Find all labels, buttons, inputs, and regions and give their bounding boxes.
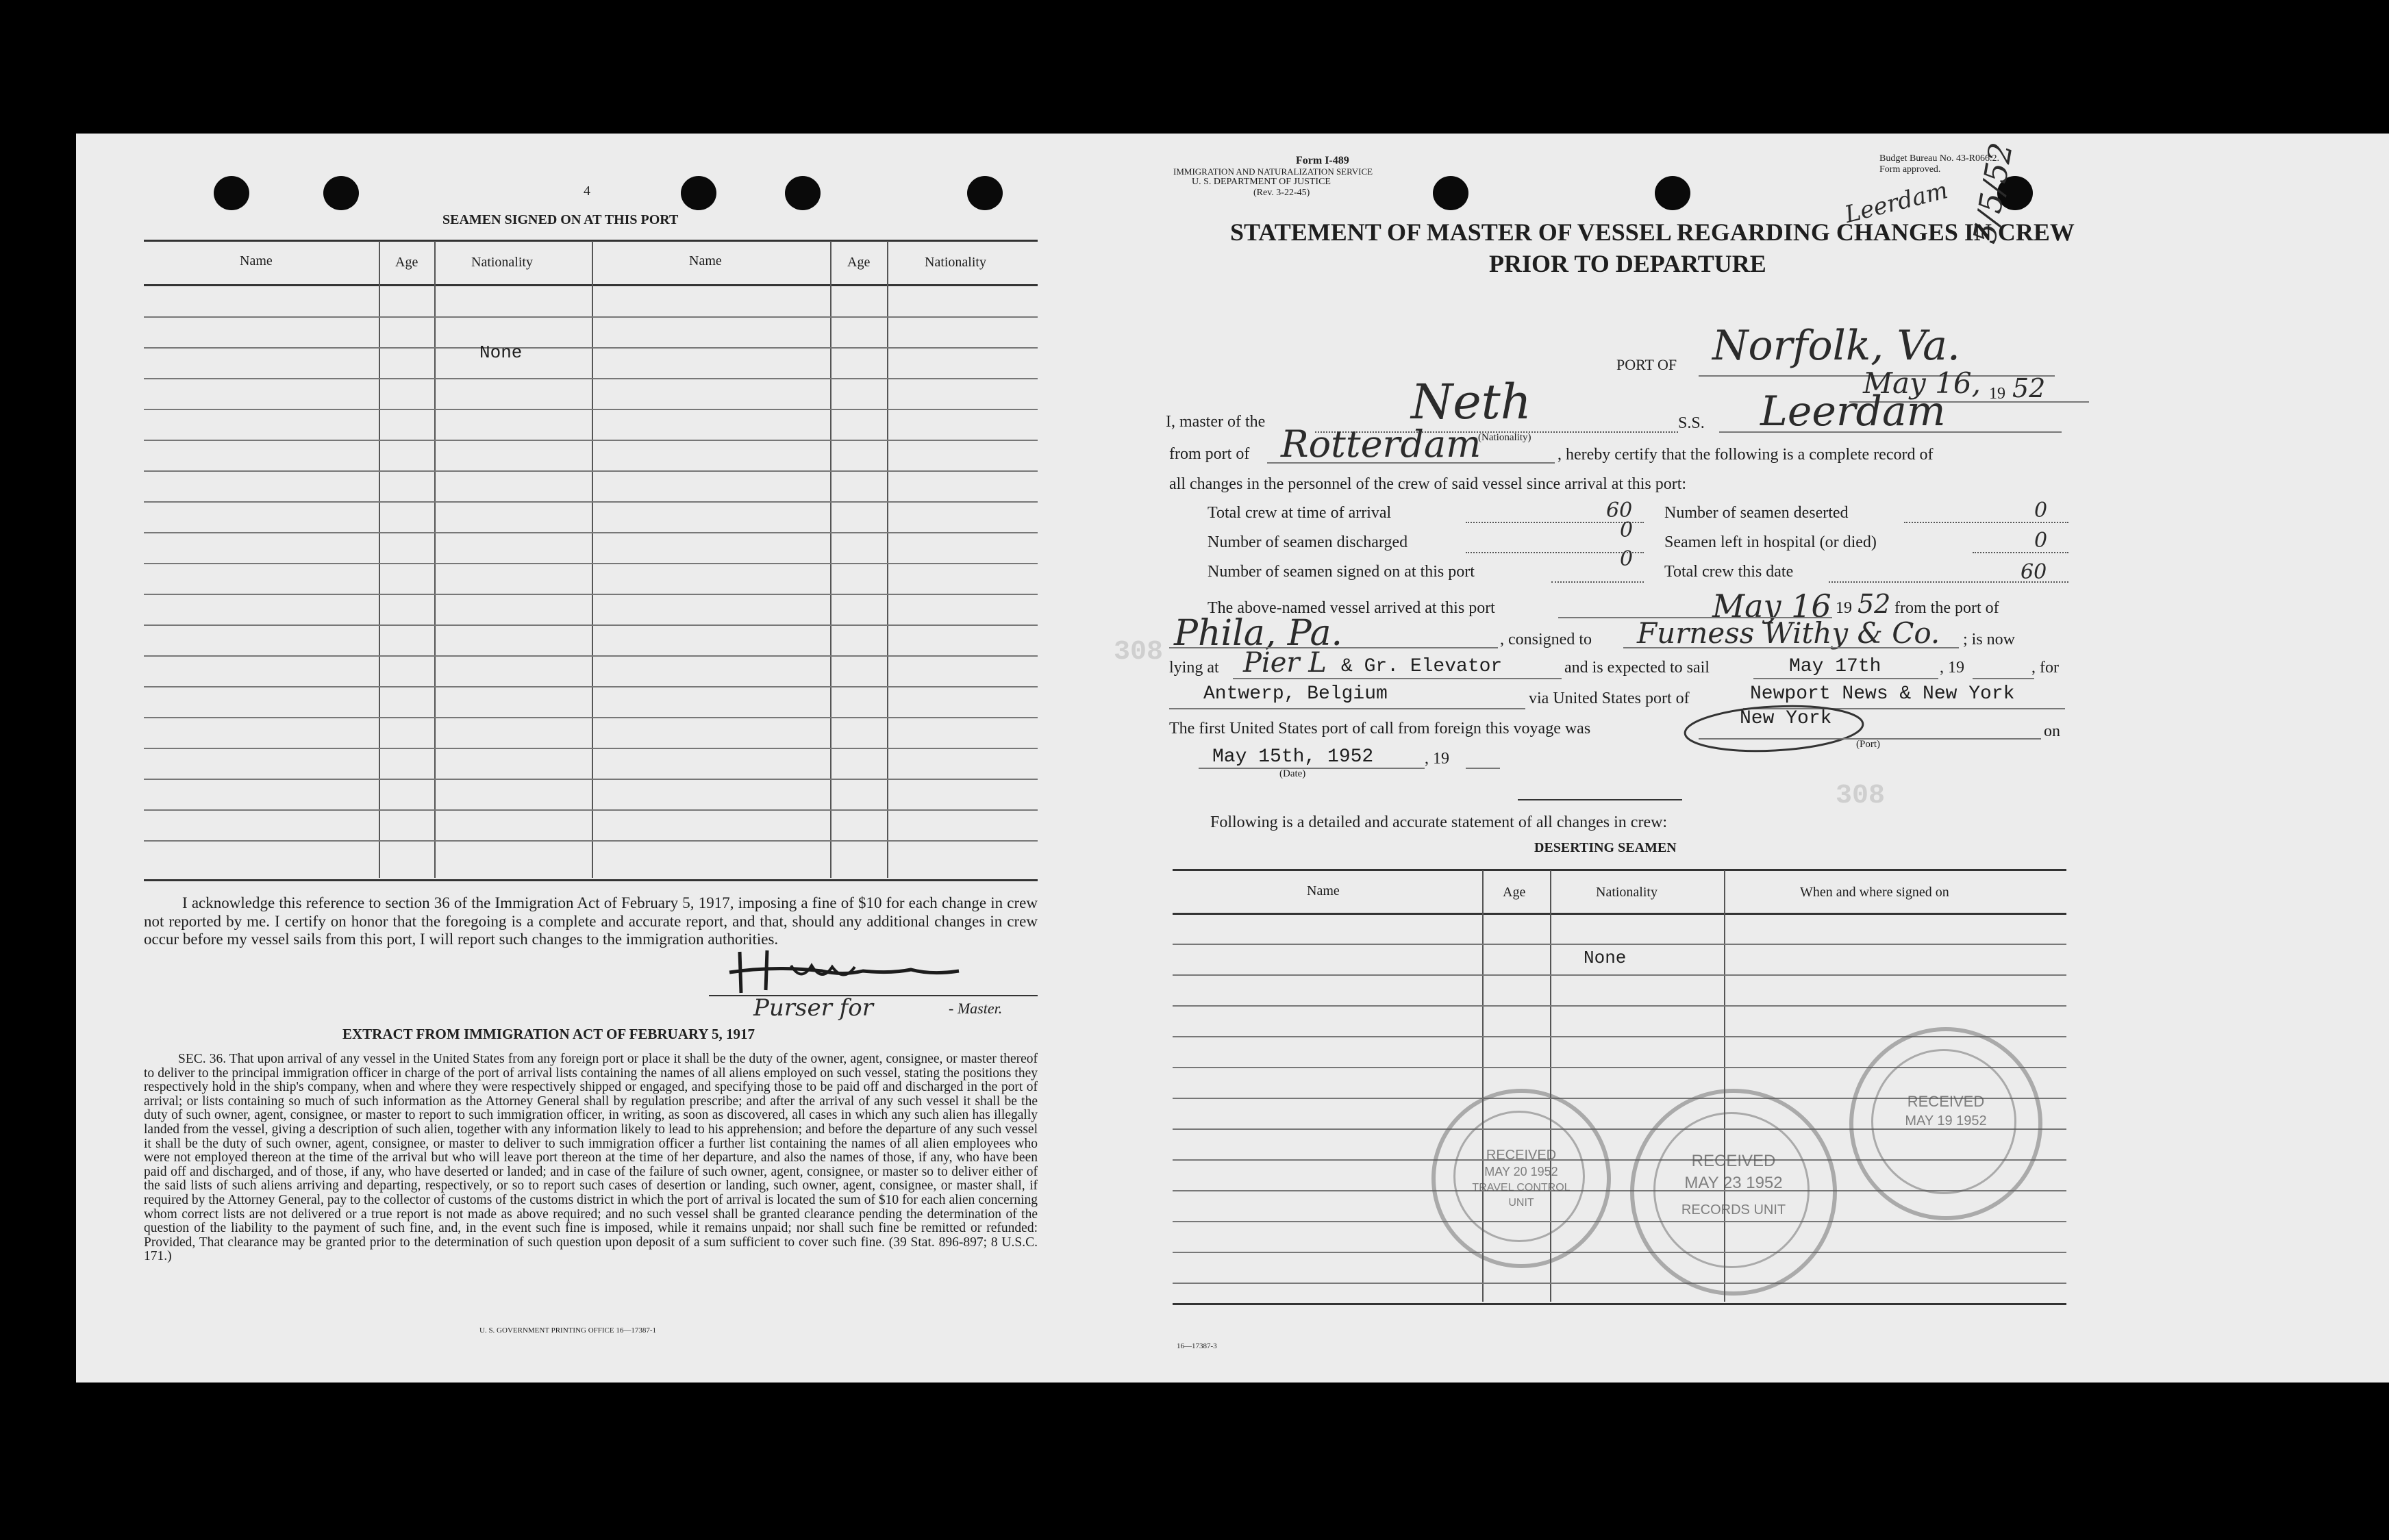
binder-hole [785, 176, 821, 210]
stat-label: Seamen left in hospital (or died) [1664, 533, 1877, 551]
date-suffix: , 19 [1425, 750, 1449, 768]
table-row-rule [144, 316, 1038, 318]
lying-at-hand: Pier L [1243, 647, 1327, 679]
section-divider [1518, 799, 1682, 800]
lying-at-typed: & Gr. Elevator [1341, 656, 1503, 677]
table-row-rule [1173, 944, 2066, 945]
table-top-rule [144, 240, 1038, 242]
stamp-text: RECEIVED [1907, 1093, 1985, 1110]
table-row-rule [144, 440, 1038, 441]
printer-imprint: 16—17387-3 [1177, 1342, 1217, 1350]
received-stamp [1630, 1089, 1837, 1296]
margin-note-date: 5/5/52 [1966, 140, 2020, 247]
column-header: When and where signed on [1800, 885, 1949, 900]
stamp-text: UNIT [1508, 1197, 1534, 1209]
table-row-rule [144, 470, 1038, 472]
table-entry: None [1584, 948, 1627, 968]
deserting-title: DESERTING SEAMEN [1534, 840, 1677, 855]
table-row-rule [144, 809, 1038, 811]
year-prefix: 19 [1989, 385, 2005, 403]
arrived-year-suffix: 52 [1858, 589, 1891, 619]
stamp-text: RECEIVED [1691, 1152, 1776, 1170]
binder-hole [214, 176, 249, 210]
table-bottom-rule [144, 879, 1038, 881]
for-text: , for [2031, 659, 2059, 677]
table-row-rule [144, 840, 1038, 842]
column-divider [592, 241, 593, 878]
form-id: Form I-489 [1296, 155, 1349, 166]
stat-value: 0 [2034, 498, 2048, 522]
date-caption: (Date) [1279, 768, 1306, 779]
lying-at-text: lying at [1169, 659, 1219, 677]
via-ports: Newport News & New York [1750, 683, 2015, 705]
column-header: Name [240, 253, 273, 268]
column-header: Age [1503, 885, 1526, 900]
ship-name: Leerdam [1760, 388, 1946, 436]
arrived-text: The above-named vessel arrived at this port [1208, 599, 1495, 617]
received-stamp [1849, 1027, 2042, 1220]
stamp-text: MAY 20 1952 [1484, 1165, 1558, 1178]
faint-mark: 308 [1114, 637, 1164, 668]
stat-value: 60 [1606, 498, 1633, 522]
on-text: on [2044, 722, 2060, 740]
stat-leader [1973, 552, 2068, 553]
table-row-rule [144, 717, 1038, 718]
form-revision: (Rev. 3-22-45) [1253, 188, 1310, 198]
table-row-rule [144, 563, 1038, 564]
stat-value: 60 [2021, 560, 2047, 584]
ss-label: S.S. [1678, 414, 1705, 432]
expected-text: and is expected to sail [1564, 659, 1710, 677]
first-port-value: New York [1740, 708, 1832, 729]
agency-line-1: IMMIGRATION AND NATURALIZATION SERVICE [1173, 166, 1373, 177]
port-label: PORT OF [1616, 356, 1677, 373]
table-row-rule [144, 378, 1038, 379]
budget-bureau: Budget Bureau No. 43-R066.2. [1879, 153, 1999, 164]
column-divider [887, 241, 888, 878]
seamen-signed-on-title: SEAMEN SIGNED ON AT THIS PORT [442, 212, 679, 227]
stamp-text: RECEIVED [1486, 1148, 1557, 1163]
binder-hole [323, 176, 359, 210]
table-row-rule [144, 532, 1038, 533]
certify-text-2: all changes in the personnel of the crew of said vessel since arrival at this port: [1169, 475, 1687, 493]
column-divider [830, 241, 831, 878]
consignee: Furness Withy & Co. [1637, 616, 1940, 650]
certify-text-1: , hereby certify that the following is a complete record of [1558, 446, 1934, 464]
stamp-text: TRAVEL CONTROL [1472, 1182, 1571, 1194]
table-row-rule [1173, 1283, 2066, 1284]
table-row-rule [144, 347, 1038, 349]
table-row-rule [144, 748, 1038, 749]
first-port-date-rule [1199, 768, 1425, 769]
binder-hole [967, 176, 1003, 210]
consignee-rule [1623, 647, 1959, 648]
stat-leader [1466, 552, 1644, 553]
is-now-text: ; is now [1963, 631, 2016, 648]
table-header-rule [1173, 913, 2066, 915]
binder-hole [1433, 176, 1468, 210]
column-header: Age [847, 255, 871, 270]
table-row-rule [1173, 1252, 2066, 1253]
from-port-of-value: Phila, Pa. [1174, 613, 1342, 654]
date-suffix-rule [1466, 768, 1500, 769]
stat-value: 0 [1620, 547, 1634, 571]
extract-title: EXTRACT FROM IMMIGRATION ACT OF FEBRUARY 5, 1917 [342, 1026, 755, 1042]
table-row-rule [144, 594, 1038, 595]
following-text: Following is a detailed and accurate statement of all changes in crew: [1210, 813, 1668, 831]
binder-hole [681, 176, 716, 210]
extract-body: SEC. 36. That upon arrival of any vessel in the United States from any foreign port or place it shall be the duty of the owner, agent, consignee, or master thereof to deliver to the principal immigration officer in charge of the port of arrival lists containing the names of all aliens employed on such vessel, stating the positions they respectively hold in the ship's company, when and where they were respectively shipped or engaged, and specifying those to be paid off and discharged in the port of arrival; or lists containing so much of such information as the Attorney General shall by regulation prescribe; and after the arrival of any such vessel it shall be the duty of such owner, agent, consignee, or master to report to such immigration officer, in writing, as soon as discovered, all cases in which any such alien has illegally landed from the vessel, giving a description of such alien, together with any information likely to lead to his apprehension; and before the departure of any such vessel it shall be the duty of such owner, agent, consignee, or master to deliver to such immigration officer a further list containing the names of all alien employees who were not employed thereon at the time of the arrival but who will leave port thereon at the time of her departure, and also the names of those, if any, who have been paid off and discharged, and of those, if any, who have deserted or landed; and in case of the failure of such owner, agent, consignee, or master so to deliver either of the said lists of such aliens arriving and departing, respectively, or so to report such cases of desertion or landing, such owner, agent, consignee, or master shall, if required by the Attorney General, pay to the collector of customs of the customs district in which the port of arrival is located the sum of $10 for each alien concerning whom correct lists are not delivered or a true report is not made as above required; and no such vessel shall be granted clearance pending the determination of the question of the liability to the payment of such fine, and, in the event such fine is imposed, while it remains unpaid; nor shall such fine be remitted or refunded: Provided, That clearance may be granted prior to the determination of such question upon deposit of a sum sufficient to cover such fine. (39 Stat. 896-897; 8 U.S.C. 171.) [144, 1052, 1038, 1264]
stamp-text: MAY 23 1952 [1684, 1174, 1783, 1192]
stat-label: Number of seamen deserted [1664, 504, 1849, 522]
nationality-value: Neth [1411, 374, 1531, 430]
column-header: Name [1307, 883, 1340, 898]
table-row-rule [144, 624, 1038, 626]
destination-rule [1169, 708, 1525, 709]
port-value: Norfolk, Va. [1712, 322, 1960, 370]
from-port-rule [1267, 462, 1555, 464]
column-header: Nationality [471, 255, 533, 270]
acknowledgment-text: I acknowledge this reference to section 36 of the Immigration Act of February 5, 1917, imposing a fine of $10 for each change in crew not reported by me. I certify on honor that the foregoing is a complete and accurate report, and that, should any additional changes in crew occur before my vessel sails from this port, I will report such changes to the immigration authorities. [144, 894, 1038, 948]
faint-mark: 308 [1836, 781, 1886, 811]
table-row-rule [144, 409, 1038, 410]
column-divider [434, 241, 436, 878]
stat-leader [1551, 581, 1644, 583]
sail-date-rule [1753, 678, 1938, 679]
stat-label: Total crew this date [1664, 563, 1794, 581]
form-title-line-1: STATEMENT OF MASTER OF VESSEL REGARDING CHANGES IN CREW [1230, 218, 2075, 246]
stamp-text: MAY 19 1952 [1905, 1113, 1987, 1128]
stat-label: Number of seamen discharged [1208, 533, 1408, 551]
stat-label: Number of seamen signed on at this port [1208, 563, 1475, 581]
arrived-year-prefix: 19 [1836, 599, 1852, 617]
nationality-caption: (Nationality) [1478, 432, 1531, 443]
stamp-text: RECORDS UNIT [1681, 1202, 1786, 1217]
sail-year-rule [1973, 678, 2034, 679]
table-row-rule [1173, 1221, 2066, 1222]
received-stamp [1431, 1089, 1611, 1268]
form-approved: Form approved. [1879, 164, 1941, 175]
table-bottom-rule [1173, 1303, 2066, 1305]
table-row-rule [144, 686, 1038, 687]
ship-rule [1719, 431, 2062, 433]
column-header: Nationality [1596, 885, 1658, 900]
signature-role-handwritten: Purser for [753, 994, 873, 1022]
table-top-rule [1173, 869, 2066, 871]
via-text: via United States port of [1529, 690, 1690, 707]
agency-line-2: U. S. DEPARTMENT OF JUSTICE [1192, 177, 1331, 187]
signature-role-printed: - Master. [949, 1000, 1003, 1017]
form-title-line-2: PRIOR TO DEPARTURE [1489, 250, 1766, 277]
column-divider [379, 241, 380, 878]
column-header: Name [689, 253, 722, 268]
first-port-date: May 15th, 1952 [1212, 746, 1374, 768]
table-row-rule [144, 501, 1038, 503]
sail-date: May 17th [1789, 656, 1881, 677]
master-text: I, master of the [1166, 413, 1266, 431]
stat-value: 0 [1620, 518, 1634, 542]
date-value: May 16, [1863, 366, 1981, 400]
consigned-text: , consigned to [1500, 631, 1592, 648]
table-entry: None [479, 342, 523, 363]
first-port-text: The first United States port of call from foreign this voyage was [1169, 720, 1591, 737]
stat-value: 0 [2034, 529, 2048, 553]
column-header: Nationality [925, 255, 986, 270]
table-row-rule [144, 655, 1038, 657]
year-suffix: 52 [2012, 373, 2046, 403]
from-port-of-rule [1169, 647, 1498, 648]
binder-hole [1655, 176, 1690, 210]
from-port-label: from port of [1169, 445, 1250, 463]
from-port-value: Rotterdam [1281, 422, 1481, 466]
table-header-rule [144, 284, 1038, 286]
master-signature [726, 945, 973, 1000]
sail-year-text: , 19 [1940, 659, 1964, 677]
column-header: Age [395, 255, 418, 270]
port-caption: (Port) [1856, 739, 1880, 750]
table-row-rule [1173, 974, 2066, 976]
margin-note-ship: Leerdam [1842, 177, 1951, 229]
table-row-rule [144, 779, 1038, 780]
from-port-of-text: from the port of [1894, 599, 1999, 617]
page-number: 4 [584, 184, 590, 199]
printer-imprint: U. S. GOVERNMENT PRINTING OFFICE 16—17387-1 [479, 1326, 657, 1335]
arrived-date: May 16 [1712, 588, 1831, 624]
stat-label: Total crew at time of arrival [1208, 504, 1392, 522]
lying-at-rule [1233, 678, 1562, 679]
destination: Antwerp, Belgium [1203, 683, 1388, 705]
table-row-rule [1173, 1005, 2066, 1007]
